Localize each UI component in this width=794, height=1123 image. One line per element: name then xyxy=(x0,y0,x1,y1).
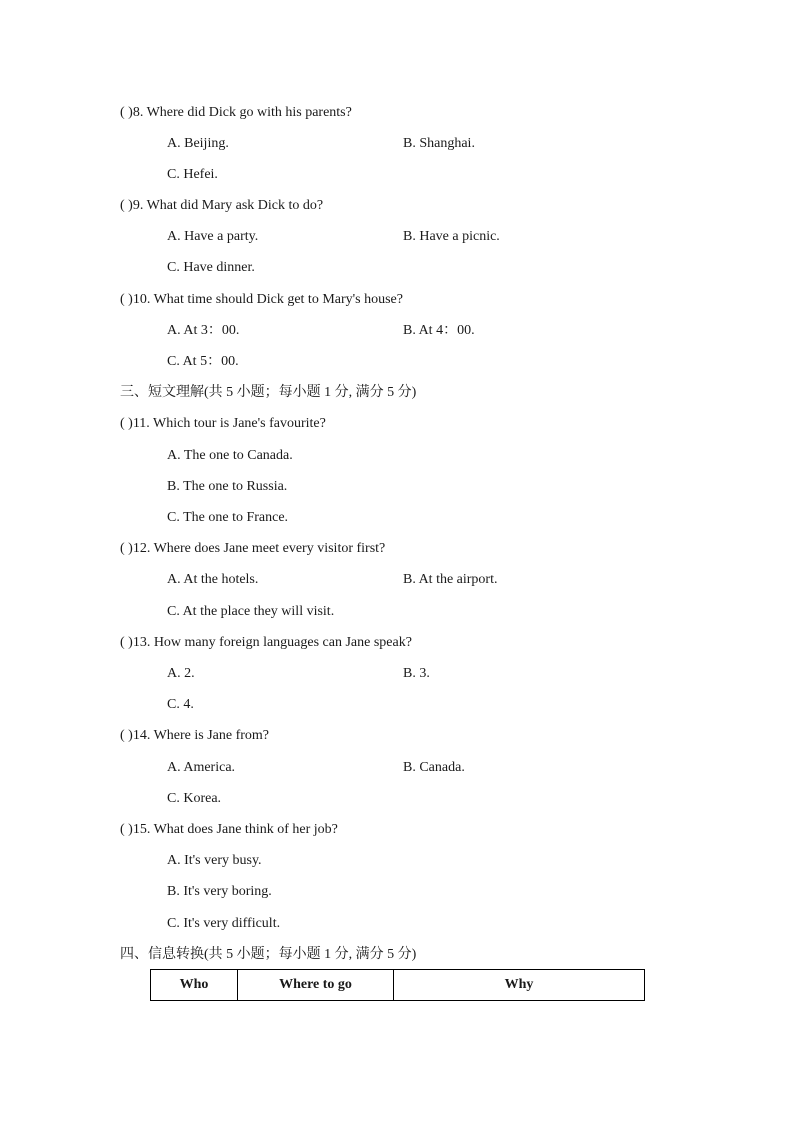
question-8-option-b: B. Shanghai. xyxy=(403,136,475,151)
question-9-option-a: A. Have a party. xyxy=(167,229,259,244)
question-11-option-c: C. The one to France. xyxy=(167,510,289,525)
question-13-option-a: A. 2. xyxy=(167,666,195,681)
question-10-option-b: B. At 4：00. xyxy=(403,323,475,338)
question-13-option-c: C. 4. xyxy=(167,697,194,712)
question-9-stem: ( )9. What did Mary ask Dick to do? xyxy=(120,198,324,213)
question-12-stem: ( )12. Where does Jane meet every visitor first? xyxy=(120,541,386,556)
question-9-option-b: B. Have a picnic. xyxy=(403,229,500,244)
question-15-option-a: A. It's very busy. xyxy=(167,853,262,868)
question-14-option-b: B. Canada. xyxy=(403,760,465,775)
question-10-option-c: C. At 5：00. xyxy=(167,354,239,369)
info-table xyxy=(150,969,645,1001)
question-8-option-c: C. Hefei. xyxy=(167,167,218,182)
question-8-stem: ( )8. Where did Dick go with his parents? xyxy=(120,105,352,120)
question-12-option-b: B. At the airport. xyxy=(403,572,498,587)
section-3-title: 三、短文理解(共 5 小题；每小题 1 分, 满分 5 分) xyxy=(120,385,417,400)
question-13-stem: ( )13. How many foreign languages can Jane speak? xyxy=(120,635,412,650)
header-who: Who xyxy=(151,970,238,1001)
question-12-option-a: A. At the hotels. xyxy=(167,572,259,587)
question-14-option-c: C. Korea. xyxy=(167,791,222,806)
question-12-option-c: C. At the place they will visit. xyxy=(167,604,335,619)
question-15-option-c: C. It's very difficult. xyxy=(167,916,281,931)
section-4-title: 四、信息转换(共 5 小题；每小题 1 分, 满分 5 分) xyxy=(120,947,417,962)
info-table-header-row xyxy=(151,970,645,1001)
question-15-option-b: B. It's very boring. xyxy=(167,884,272,899)
question-10-option-a: A. At 3：00. xyxy=(167,323,240,338)
question-11-option-b: B. The one to Russia. xyxy=(167,479,288,494)
header-why: Why xyxy=(394,970,645,1001)
question-10-stem: ( )10. What time should Dick get to Mary's house? xyxy=(120,292,403,307)
question-8-option-a: A. Beijing. xyxy=(167,136,229,151)
header-where-to-go: Where to go xyxy=(238,970,394,1001)
question-14-stem: ( )14. Where is Jane from? xyxy=(120,728,270,743)
question-13-option-b: B. 3. xyxy=(403,666,430,681)
question-15-stem: ( )15. What does Jane think of her job? xyxy=(120,822,338,837)
question-11-option-a: A. The one to Canada. xyxy=(167,448,293,463)
question-11-stem: ( )11. Which tour is Jane's favourite? xyxy=(120,416,326,431)
question-9-option-c: C. Have dinner. xyxy=(167,260,255,275)
question-14-option-a: A. America. xyxy=(167,760,236,775)
